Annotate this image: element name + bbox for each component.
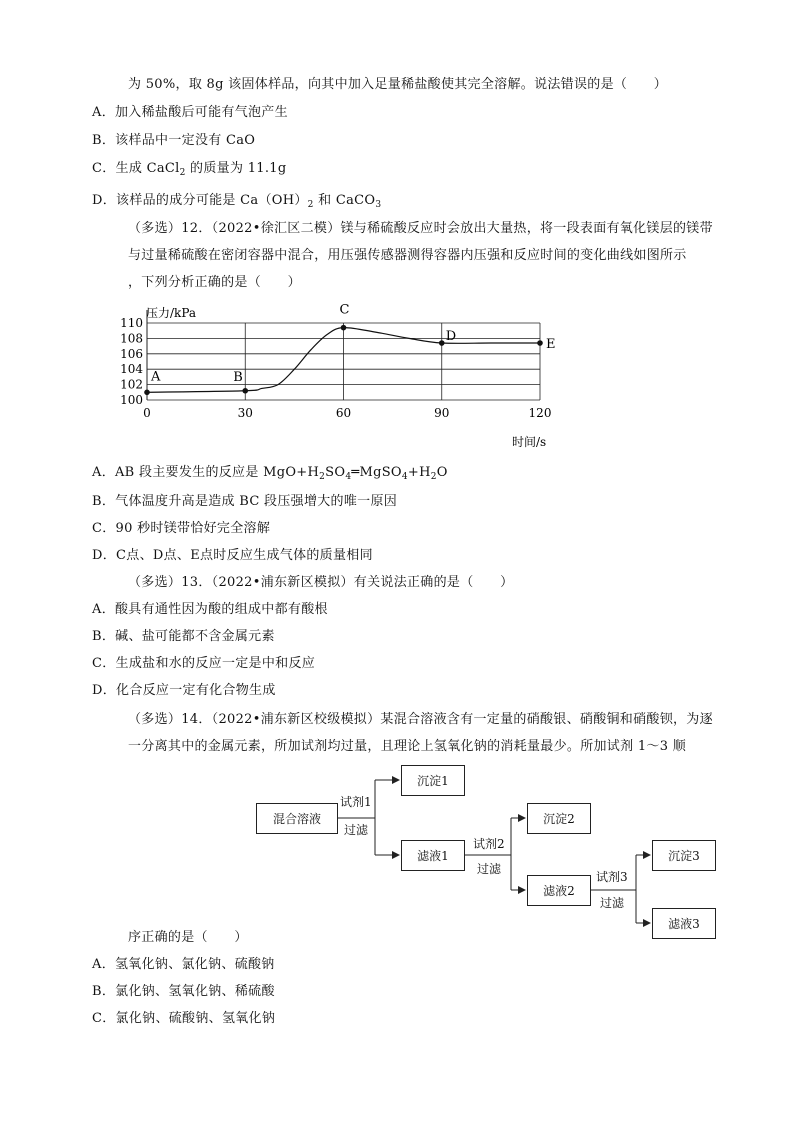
y-tick-label: 102 bbox=[120, 377, 143, 392]
box-label: 沉淀3 bbox=[668, 849, 700, 863]
data-point-D bbox=[439, 340, 445, 346]
q12-stem-line2: 与过量稀硫酸在密闭容器中混合，用压强传感器测得容器内压强和反应时间的变化曲线如图所示 bbox=[128, 248, 687, 263]
box-label: 滤液2 bbox=[543, 884, 575, 898]
filter2-label: 过滤 bbox=[477, 862, 502, 876]
y-tick-label: 110 bbox=[120, 316, 143, 330]
precipitate3-box bbox=[652, 840, 716, 871]
q14-option-a[interactable]: A．氢氧化钠、氯化钠、硫酸钠 bbox=[92, 957, 275, 972]
q12-option-a[interactable] bbox=[92, 464, 448, 482]
x-axis-label: 时间/s bbox=[512, 435, 547, 449]
q13-option-b[interactable]: B．碱、盐可能都不含金属元素 bbox=[92, 629, 275, 644]
q14-stem-line3: 序正确的是（ ） bbox=[128, 930, 248, 945]
subscript: 3 bbox=[375, 200, 382, 210]
q11-stem: 为 50%，取 8g 该固体样品，向其中加入足量稀盐酸使其完全溶解。说法错误的是（ ） bbox=[128, 77, 668, 92]
q14-stem-line2: 一分离其中的金属元素，所加试剂均过量，且理论上氢氧化钠的消耗量最少。所加试剂 1～3 顺 bbox=[128, 739, 687, 754]
reagent1-label: 试剂1 bbox=[340, 795, 372, 809]
box-label: 滤液3 bbox=[668, 917, 700, 931]
text: 的质量为 11.1g bbox=[185, 161, 287, 176]
q12-option-b[interactable]: B．气体温度升高是造成 BC 段压强增大的唯一原因 bbox=[92, 494, 398, 509]
subscript: 2 bbox=[307, 200, 314, 210]
subscript: 4 bbox=[345, 472, 352, 482]
point-label-B: B bbox=[233, 369, 243, 385]
filtrate1-box bbox=[401, 840, 465, 871]
text: SO bbox=[325, 465, 346, 480]
q11-option-d[interactable] bbox=[92, 192, 381, 210]
data-point-B bbox=[242, 388, 248, 394]
text: ═MgSO bbox=[351, 465, 402, 480]
q12-stem-line1: （多选）12．（2022•徐汇区二模）镁与稀硫酸反应时会放出大量热，将一段表面有氧化镁层的镁带 bbox=[128, 221, 713, 236]
pressure-time-chart bbox=[0, 300, 794, 450]
subscript: 2 bbox=[430, 472, 437, 482]
text: D．该样品的成分可能是 Ca（OH） bbox=[92, 193, 308, 208]
q13-option-d[interactable]: D．化合反应一定有化合物生成 bbox=[92, 683, 276, 698]
filtrate3-box bbox=[652, 908, 716, 939]
filter3-label: 过滤 bbox=[600, 896, 625, 910]
text: 和 CaCO bbox=[313, 193, 376, 208]
y-tick-label: 108 bbox=[120, 331, 143, 346]
q13-stem: （多选）13．（2022•浦东新区模拟）有关说法正确的是（ ） bbox=[128, 575, 514, 590]
filter1-label: 过滤 bbox=[344, 823, 369, 837]
subscript: 4 bbox=[401, 472, 408, 482]
y-tick-label: 100 bbox=[120, 393, 143, 407]
y-tick-label: 104 bbox=[120, 362, 143, 377]
x-tick-label: 90 bbox=[434, 406, 450, 420]
box-label: 混合溶液 bbox=[272, 812, 321, 826]
x-tick-label: 120 bbox=[528, 406, 552, 420]
filtrate2-box bbox=[527, 875, 591, 906]
q13-option-a[interactable]: A．酸具有通性因为酸的组成中都有酸根 bbox=[92, 602, 328, 617]
x-tick-label: 60 bbox=[335, 406, 352, 420]
q13-option-c[interactable]: C．生成盐和水的反应一定是中和反应 bbox=[92, 656, 316, 671]
point-label-C: C bbox=[339, 302, 350, 318]
q12-option-d[interactable]: D．C点、D点、E点时反应生成气体的质量相同 bbox=[92, 548, 373, 563]
subscript: 2 bbox=[179, 168, 186, 178]
precipitate1-box bbox=[401, 765, 465, 796]
q11-option-c[interactable] bbox=[92, 160, 286, 178]
q11-option-b[interactable]: B．该样品中一定没有 CaO bbox=[92, 133, 256, 148]
reagent2-label: 试剂2 bbox=[473, 837, 505, 851]
reagent3-label: 试剂3 bbox=[596, 870, 628, 884]
q14-stem-line1: （多选）14．（2022•浦东新区校级模拟）某混合溶液含有一定量的硝酸银、硝酸铜和硝酸钡，为逐 bbox=[128, 712, 713, 727]
y-tick-label: 106 bbox=[120, 346, 143, 361]
x-tick-label: 0 bbox=[143, 406, 151, 420]
box-label: 沉淀2 bbox=[543, 812, 575, 826]
q12-option-c[interactable]: C．90 秒时镁带恰好完全溶解 bbox=[92, 521, 271, 536]
point-label-E: E bbox=[546, 337, 556, 353]
y-axis-label: 压力/kPa bbox=[146, 306, 197, 320]
point-label-A: A bbox=[151, 369, 161, 385]
text: +H bbox=[407, 465, 431, 480]
point-label-D: D bbox=[445, 329, 457, 345]
text: A．AB 段主要发生的反应是 MgO+H bbox=[92, 465, 320, 480]
subscript: 2 bbox=[319, 472, 326, 482]
q12-stem-line3: ，下列分析正确的是（ ） bbox=[128, 275, 301, 290]
q11-option-a[interactable]: A．加入稀盐酸后可能有气泡产生 bbox=[92, 105, 288, 120]
chart-grid bbox=[147, 323, 540, 400]
precipitate2-box bbox=[527, 803, 591, 834]
q14-option-b[interactable]: B．氯化钠、氢氧化钠、稀硫酸 bbox=[92, 984, 275, 999]
box-label: 沉淀1 bbox=[417, 774, 449, 788]
q14-option-c[interactable]: C．氯化钠、硫酸钠、氢氧化钠 bbox=[92, 1011, 276, 1026]
chart-points bbox=[144, 303, 555, 395]
text: C．生成 CaCl bbox=[92, 161, 180, 176]
x-tick-label: 30 bbox=[237, 406, 253, 420]
data-point-A bbox=[144, 390, 150, 396]
data-point-E bbox=[537, 340, 543, 346]
text: O bbox=[436, 465, 448, 480]
chart-axes bbox=[120, 310, 551, 420]
mixed-solution-box bbox=[256, 803, 338, 834]
box-label: 滤液1 bbox=[417, 849, 449, 863]
data-point-C bbox=[341, 325, 347, 331]
